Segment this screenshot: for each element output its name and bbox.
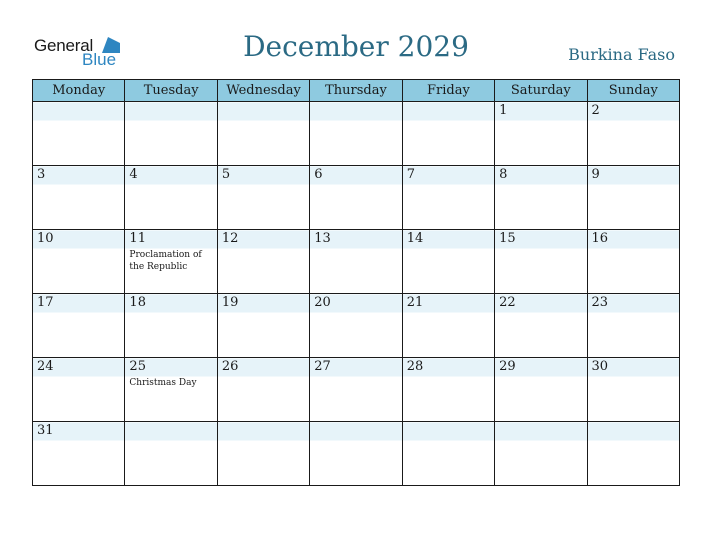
country-name: Burkina Faso [568,45,675,64]
weekday-header: Tuesday [125,80,217,102]
day-number: 27 [314,359,331,374]
day-number: 17 [37,295,54,310]
day-cell [125,422,217,486]
day-number: 21 [406,295,424,310]
day-number: 1 [499,103,508,118]
day-cell [33,102,125,166]
day-number: 28 [406,359,424,374]
day-number: 30 [591,359,609,374]
day-cell [33,358,125,422]
day-cell [402,102,494,166]
day-cell [495,294,587,358]
day-number [125,102,216,103]
logo-general-text: General [34,36,94,55]
day-cell [310,294,402,358]
day-cell [310,230,402,294]
day-number [218,422,309,423]
day-cell [125,102,217,166]
weekday-header: Monday [33,80,125,102]
day-cell [310,166,402,230]
day-cell [217,422,309,486]
day-cell [587,294,679,358]
weekday-header: Saturday [495,80,587,102]
week-row [33,166,680,230]
day-cell [310,102,402,166]
week-row [33,294,680,358]
day-number [588,422,679,423]
day-cell [402,294,494,358]
weekday-header: Sunday [587,80,679,102]
day-number: 19 [221,295,239,310]
day-number: 12 [221,231,239,246]
day-cell [33,294,125,358]
day-number: 11 [129,231,146,246]
day-number: 6 [314,167,323,182]
day-number [33,102,124,103]
week-row [33,102,680,166]
day-cell [402,166,494,230]
day-cell [217,294,309,358]
day-cell [33,422,125,486]
day-number [403,422,494,423]
day-cell [217,166,309,230]
day-number [310,102,401,103]
day-number: 25 [129,359,146,374]
day-number: 22 [499,295,516,310]
day-cell [587,166,679,230]
day-cell [33,230,125,294]
day-cell [495,166,587,230]
day-number: 14 [406,231,424,246]
day-cell [587,230,679,294]
day-cell [495,102,587,166]
day-cell [217,358,309,422]
week-row [33,422,680,486]
day-cell [217,102,309,166]
day-cell [125,230,217,294]
day-cell [587,422,679,486]
day-cell [33,166,125,230]
day-cell [125,358,217,422]
weekday-header: Thursday [310,80,402,102]
week-row [33,358,680,422]
day-number: 10 [37,231,54,246]
week-row [33,230,680,294]
day-cell [310,422,402,486]
day-cell [402,422,494,486]
calendar-grid [32,79,680,486]
day-number: 29 [499,359,516,374]
day-number: 18 [129,295,146,310]
day-cell [402,358,494,422]
day-cell [310,358,402,422]
day-number: 7 [406,167,415,182]
day-cell [587,102,679,166]
day-number [218,102,309,103]
day-number: 24 [37,359,54,374]
day-number: 23 [591,295,609,310]
day-cell [495,358,587,422]
day-number: 3 [37,167,46,182]
day-number: 4 [129,167,138,182]
day-number: 15 [499,231,516,246]
day-number: 31 [37,423,54,438]
day-number: 20 [314,295,331,310]
day-number [403,102,494,103]
day-number: 8 [499,167,508,182]
day-cell [125,294,217,358]
day-number [125,422,216,423]
day-number: 16 [591,231,609,246]
weekday-header: Wednesday [217,80,309,102]
logo-blue-text: Blue [82,50,117,69]
day-cell [217,230,309,294]
holiday-label: Christmas Day [129,378,197,388]
day-number: 2 [591,103,600,118]
day-number: 5 [221,167,231,182]
day-number: 13 [314,231,331,246]
day-number [495,422,586,423]
day-cell [125,166,217,230]
day-number [310,422,401,423]
day-cell [402,230,494,294]
day-cell [587,358,679,422]
calendar-title: December 2029 [243,30,469,63]
weekday-header: Friday [402,80,494,102]
day-cell [495,422,587,486]
holiday-label: Proclamation of the Republic [129,250,202,272]
day-number: 26 [221,359,239,374]
day-number: 9 [591,167,600,182]
weekday-header-row [33,80,680,102]
day-cell [495,230,587,294]
